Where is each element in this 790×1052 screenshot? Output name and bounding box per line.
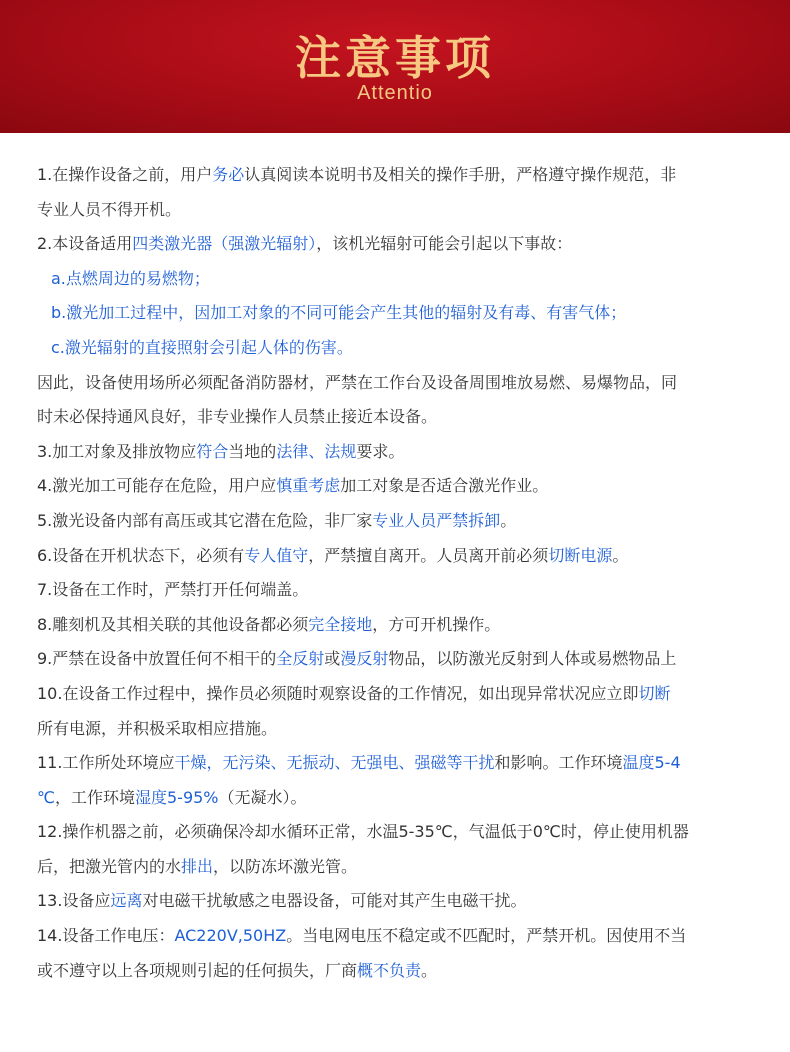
highlighted-text: 专业人员严禁拆卸 [372, 510, 501, 530]
highlighted-text: a.点燃周边的易燃物； [51, 268, 210, 288]
notice-text: ，严禁擅自离开。人员离开前必须 [308, 545, 549, 565]
highlighted-text: 法律、法规 [276, 441, 357, 461]
highlighted-text: 全反射 [276, 649, 325, 669]
notice-text: 要求。 [356, 441, 405, 461]
notice-text: 。 [612, 545, 629, 565]
notice-text: 或不遵守以上各项规则引起的任何损失，厂商 [37, 960, 358, 980]
notice-line [37, 815, 767, 850]
notice-line [37, 850, 767, 885]
highlighted-text: 务必 [212, 165, 245, 184]
notice-line [37, 366, 767, 401]
notice-text: 1.在操作设备之前，用户 [37, 165, 213, 184]
notice-text: 11.工作所处环境应 [37, 753, 175, 773]
notice-text: 2.本设备适用 [37, 234, 133, 254]
notice-line [37, 193, 767, 228]
notice-line [37, 677, 767, 712]
highlighted-text: ℃ [37, 787, 55, 807]
notice-text: 时未必保持通风良好，非专业操作人员禁止接近本设备。 [37, 407, 438, 427]
notice-line [37, 573, 767, 608]
notice-text: 14.设备工作电压： [37, 926, 175, 946]
notice-text: ，方可开机操作。 [372, 614, 501, 634]
notice-line [37, 435, 767, 470]
notice-line [37, 158, 767, 193]
notice-text: ，工作环境 [54, 787, 135, 807]
notice-text: 3.加工对象及排放物应 [37, 441, 197, 461]
highlighted-text: 慎重考虑 [276, 476, 341, 496]
notice-text: 。 [421, 960, 438, 980]
highlighted-text: AC220V,50HZ [174, 926, 287, 946]
notice-line [37, 781, 767, 816]
notice-text: 6.设备在开机状态下，必须有 [37, 545, 245, 565]
notice-text: 因此，设备使用场所必须配备消防器材，严禁在工作台及设备周围堆放易燃、易爆物品，同 [37, 372, 678, 392]
notice-text: 10.在设备工作过程中，操作员必须随时观察设备的工作情况，如出现异常状况应立即 [37, 683, 639, 703]
highlighted-text: 完全接地 [308, 614, 373, 634]
notice-text: 当地的 [228, 441, 277, 461]
highlighted-text: 排出 [181, 856, 214, 876]
highlighted-text: 符合 [196, 441, 229, 461]
notice-text: 加工对象是否适合激光作业。 [340, 476, 549, 496]
notice-line [37, 539, 767, 574]
notice-line [37, 262, 767, 297]
notice-line [37, 469, 767, 504]
highlighted-text: 远离 [110, 891, 143, 911]
highlighted-text: 切断 [638, 683, 671, 703]
notice-text: 对电磁干扰敏感之电器设备，可能对其产生电磁干扰。 [142, 891, 527, 911]
notice-line [37, 504, 767, 539]
page-title: 注意事项 [295, 31, 495, 85]
notice-text: 和影响。工作环境 [494, 753, 623, 773]
notice-text: 后，把激光管内的水 [37, 856, 182, 876]
highlighted-text: b.激光加工过程中，因加工对象的不同可能会产生其他的辐射及有毒、有害气体； [51, 303, 627, 323]
header-banner [0, 0, 790, 133]
notice-text: 5.激光设备内部有高压或其它潜在危险，非厂家 [37, 510, 373, 530]
notice-line [37, 331, 767, 366]
notice-text: 认真阅读本说明书及相关的操作手册，严格遵守操作规范，非 [244, 165, 677, 184]
notice-text: （无凝水）。 [218, 787, 307, 807]
highlighted-text: 概不负责 [357, 960, 422, 980]
notice-text: ，该机光辐射可能会引起以下事故： [316, 234, 573, 254]
notice-line [37, 296, 767, 331]
highlighted-text: 四类激光器（强激光辐射） [132, 234, 317, 254]
notice-list [37, 158, 767, 988]
notice-text: 7.设备在工作时，严禁打开任何端盖。 [37, 580, 309, 600]
notice-text: 9.严禁在设备中放置任何不相干的 [37, 649, 277, 669]
notice-text: 。当电网电压不稳定或不匹配时，严禁开机。因使用不当 [286, 926, 687, 946]
notice-text: 8.雕刻机及其相关联的其他设备都必须 [37, 614, 309, 634]
notice-text: 13.设备应 [37, 891, 111, 911]
highlighted-text: c.激光辐射的直接照射会引起人体的伤害。 [51, 337, 353, 357]
notice-line [37, 746, 767, 781]
notice-line [37, 227, 767, 262]
notice-text: 4.激光加工可能存在危险，用户应 [37, 476, 277, 496]
notice-line [37, 608, 767, 643]
notice-text: 物品，以防激光反射到人体或易燃物品上 [388, 649, 677, 669]
notice-line [37, 642, 767, 677]
notice-line [37, 712, 767, 747]
notice-text: 。 [500, 510, 517, 530]
highlighted-text: 漫反射 [340, 649, 389, 669]
notice-line [37, 919, 767, 954]
page-subtitle: Attentio [357, 82, 433, 104]
notice-line [37, 400, 767, 435]
highlighted-text: 专人值守 [244, 545, 309, 565]
notice-text: 专业人员不得开机。 [37, 199, 182, 219]
notice-line [37, 884, 767, 919]
notice-text: 所有电源，并积极采取相应措施。 [37, 718, 278, 738]
highlighted-text: 湿度5-95% [134, 787, 219, 807]
highlighted-text: 温度5-4 [622, 753, 681, 773]
notice-text: 12.操作机器之前，必须确保冷却水循环正常，水温5-35℃，气温低于0℃时，停止使用机器 [37, 822, 689, 842]
notice-text: 或 [324, 649, 341, 669]
notice-line [37, 954, 767, 989]
notice-text: ，以防冻坏激光管。 [213, 856, 358, 876]
highlighted-text: 干燥，无污染、无振动、无强电、强磁等干扰 [174, 753, 495, 773]
highlighted-text: 切断电源 [548, 545, 613, 565]
